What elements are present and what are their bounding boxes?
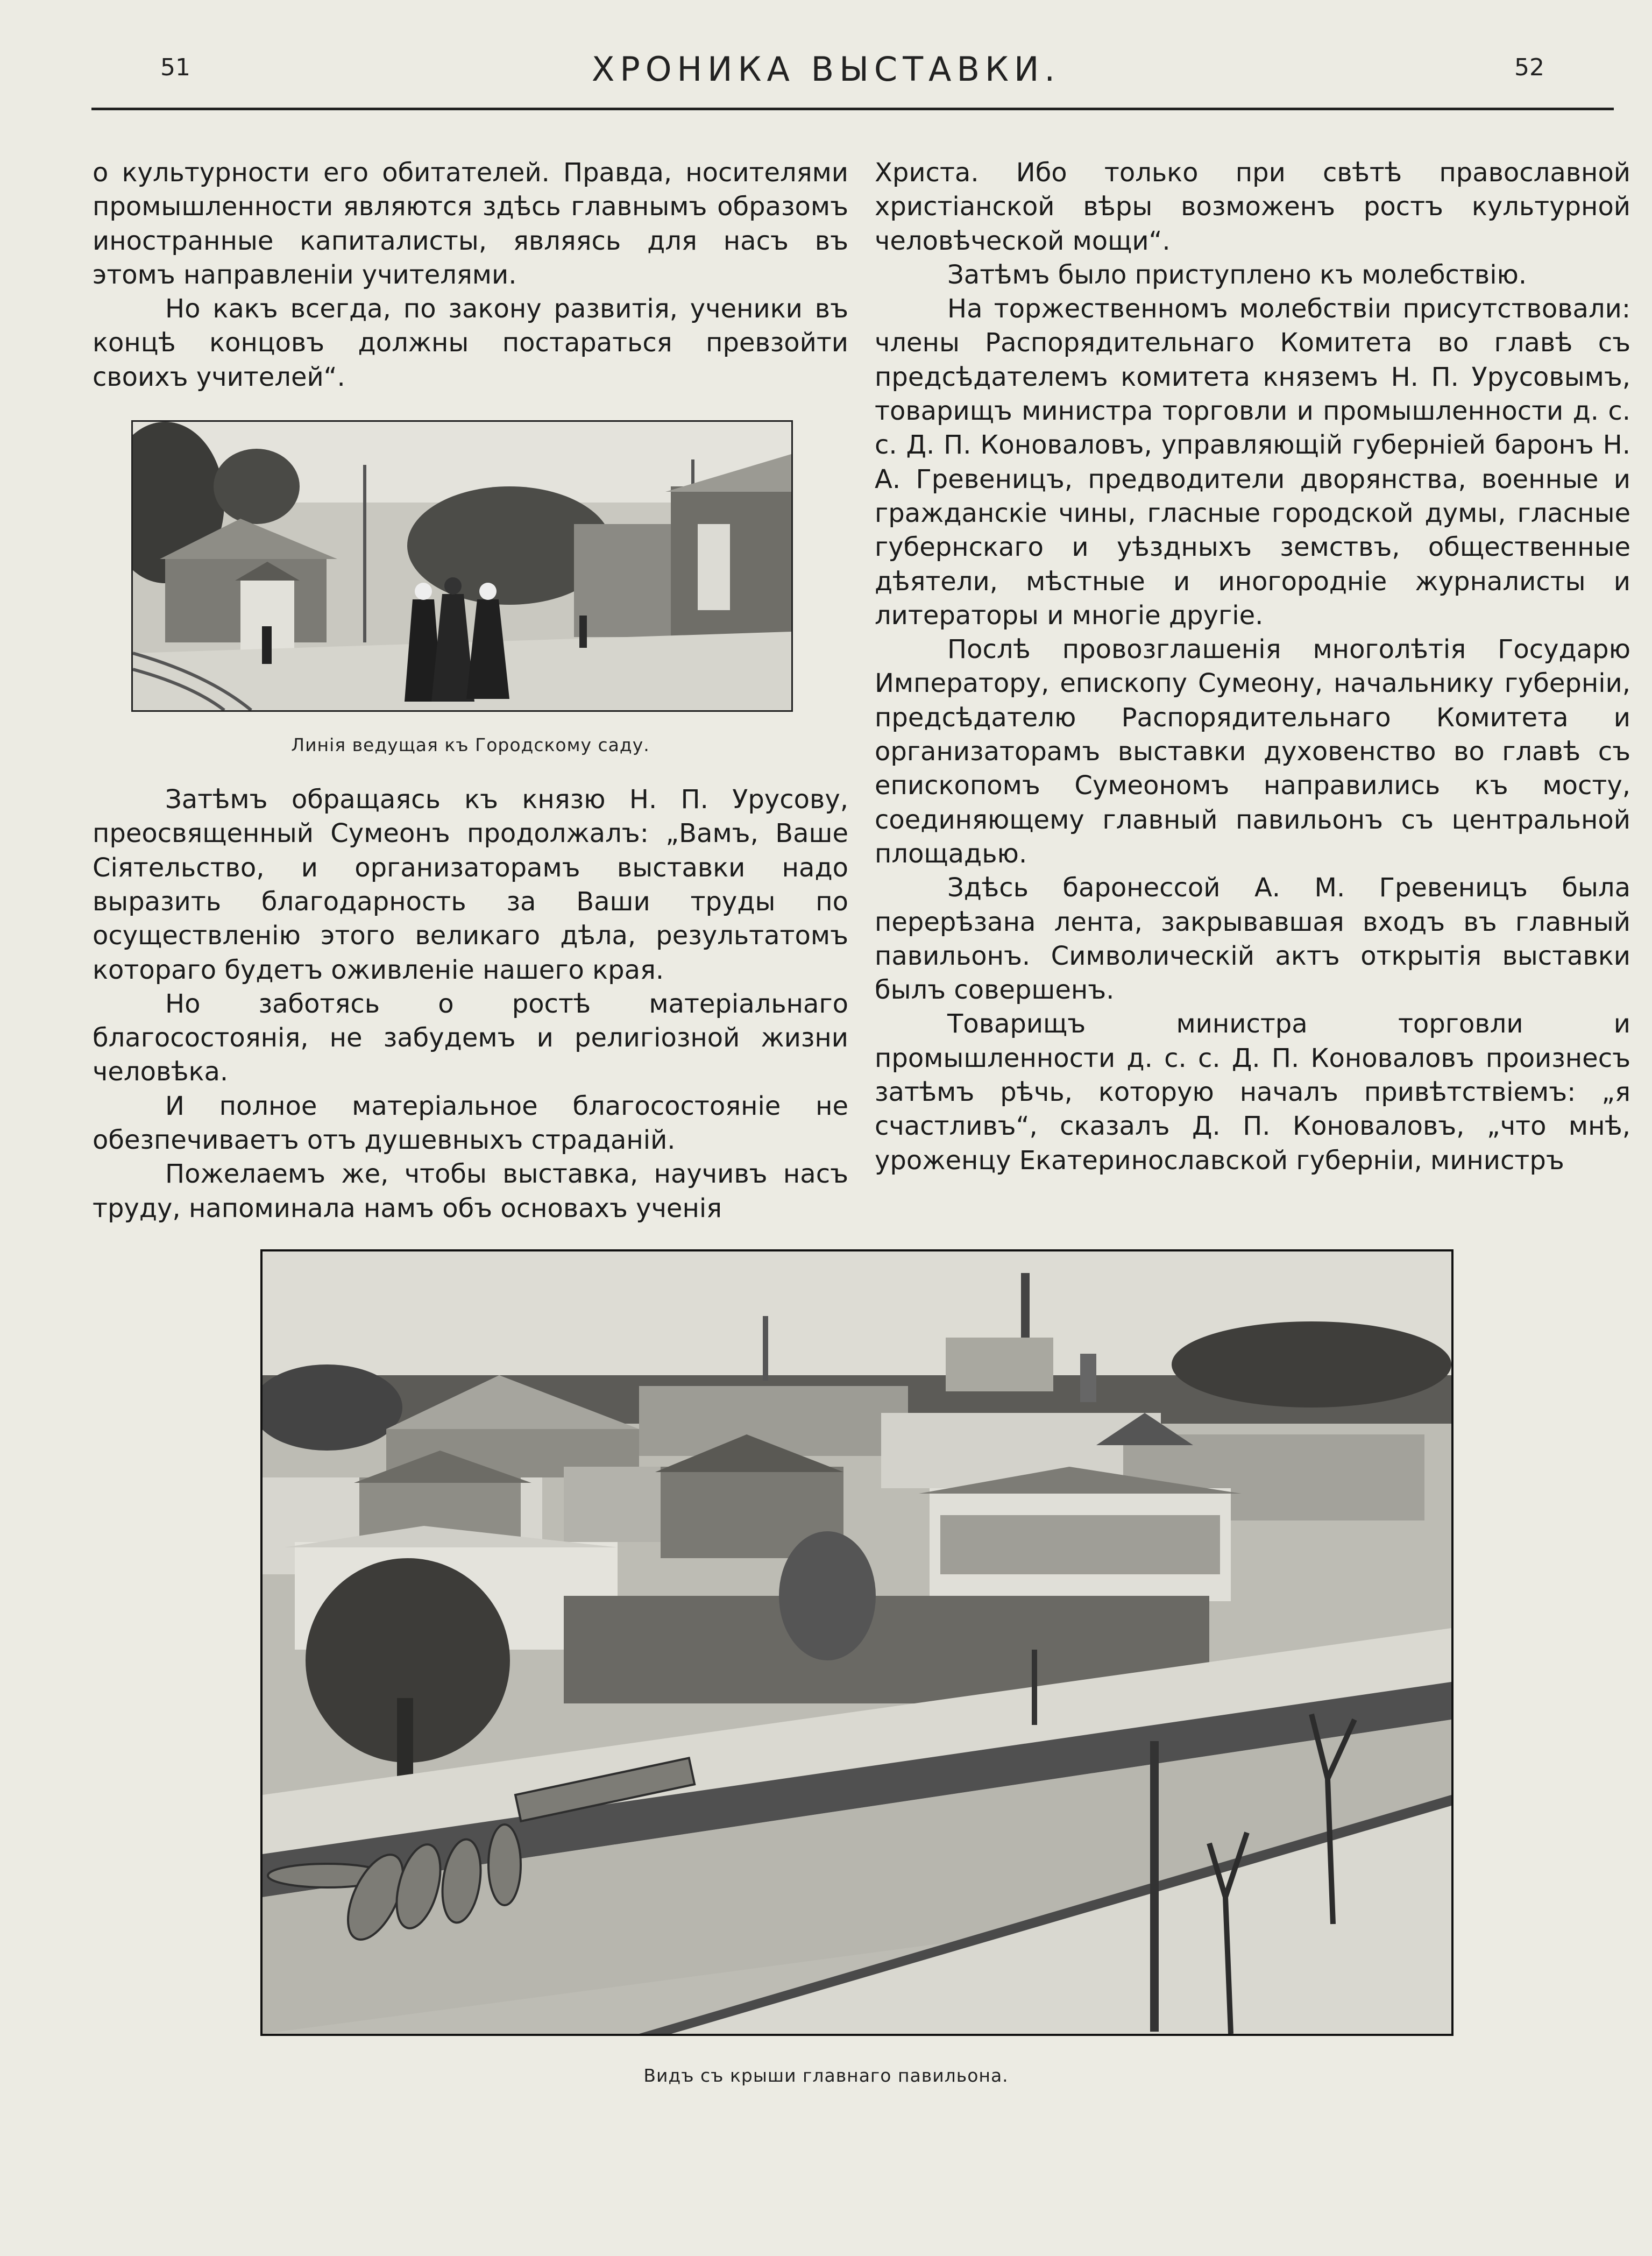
- left-paragraph-6: Пожелаемъ же, чтобы выставка, научивъ насъ труду, напоминала намъ объ основахъ ученія: [93, 1159, 848, 1224]
- left-paragraph-1: о культурности его обитателей. Правда, носителями промышленности являются здѣсь главнымъ образомъ иностранные капиталисты, являясь для насъ въ этомъ направленіи учителями.: [93, 158, 848, 290]
- left-column: [93, 156, 848, 1226]
- right-paragraph-3: На торжественномъ молебствіи присутствовали: члены Распорядительнаго Комитета во главѣ съ предсѣдателемъ комитета княземъ Н. П. Урусовымъ, товарищъ министра торговли и промышленности д. с. с. Д. П. Коноваловъ, управляющій губерніей баронъ Н. А. Гревеницъ, предводители дворянства, военные и гражданскіе чины, гласные городской думы, гласные губернскаго и уѣздныхъ земствъ, общественные дѣятели, мѣстные и иногородніе журналисты и литераторы и многіе другіе.: [875, 294, 1630, 631]
- header-rule: [91, 108, 1614, 110]
- photo-roof-view: [260, 1249, 1454, 2036]
- running-title: ХРОНИКА ВЫСТАВКИ.: [591, 49, 1061, 89]
- left-paragraph-4: Но заботясь о ростѣ матеріальнаго благосостоянія, не забудемъ и религіозной жизни человѣка.: [93, 988, 848, 1087]
- right-paragraph-6: Товарищъ министра торговли и промышленности д. с. с. Д. П. Коноваловъ произнесъ затѣмъ рѣчь, которую началъ привѣтствіемъ: „я счастливъ“, сказалъ Д. П. Коноваловъ, „что мнѣ, уроженцу Екатеринославской губерніи, министръ: [875, 1009, 1630, 1176]
- right-paragraph-5: Здѣсь баронессой А. М. Гревеницъ была перерѣзана лента, закрывавшая входъ въ главный павильонъ. Символическій актъ открытія выставки былъ совершенъ.: [875, 873, 1630, 1006]
- right-paragraph-1: Христа. Ибо только при свѣтѣ православной христіанской вѣры возможенъ ростъ культурной человѣческой мощи“.: [875, 158, 1630, 256]
- left-paragraph-2: Но какъ всегда, по закону развитія, ученики въ концѣ концовъ должны постараться превзойти своихъ учителей“.: [93, 294, 848, 392]
- page-number-left: 51: [160, 54, 190, 81]
- page-number-right: 52: [1514, 54, 1544, 81]
- photo-roof-view-image: [263, 1251, 1451, 2034]
- photo-garden-line-image: [133, 422, 791, 710]
- left-paragraph-5: И полное матеріальное благосостояніе не обезпечиваетъ отъ душевныхъ страданій.: [93, 1091, 848, 1156]
- right-paragraph-2: Затѣмъ было приступлено къ молебствію.: [947, 259, 1527, 290]
- photo-garden-line: [131, 420, 793, 712]
- right-column: [875, 156, 1630, 1178]
- photo-garden-line-caption: Линія ведущая къ Городскому саду.: [291, 734, 650, 756]
- photo-roof-view-caption: Видъ съ крыши главнаго павильона.: [643, 2065, 1009, 2086]
- left-paragraph-3: Затѣмъ обращаясь къ князю Н. П. Урусову, преосвященный Сумеонъ продолжалъ: „Вамъ, Ваше Сіятельство, и организаторамъ выставки надо выразить благодарность за Ваши труды по осуществленію этого великаго дѣла, результатомъ котораго будетъ оживленіе нашего края.: [93, 784, 848, 985]
- right-paragraph-4: Послѣ провозглашенія многолѣтія Государю Императору, епископу Сумеону, начальнику губерніи, предсѣдателю Распорядительнаго Комитета и организаторамъ выставки духовенство во главѣ съ епископомъ Сумеономъ направились къ мосту, соединяющему главный павильонъ съ центральной площадью.: [875, 634, 1630, 869]
